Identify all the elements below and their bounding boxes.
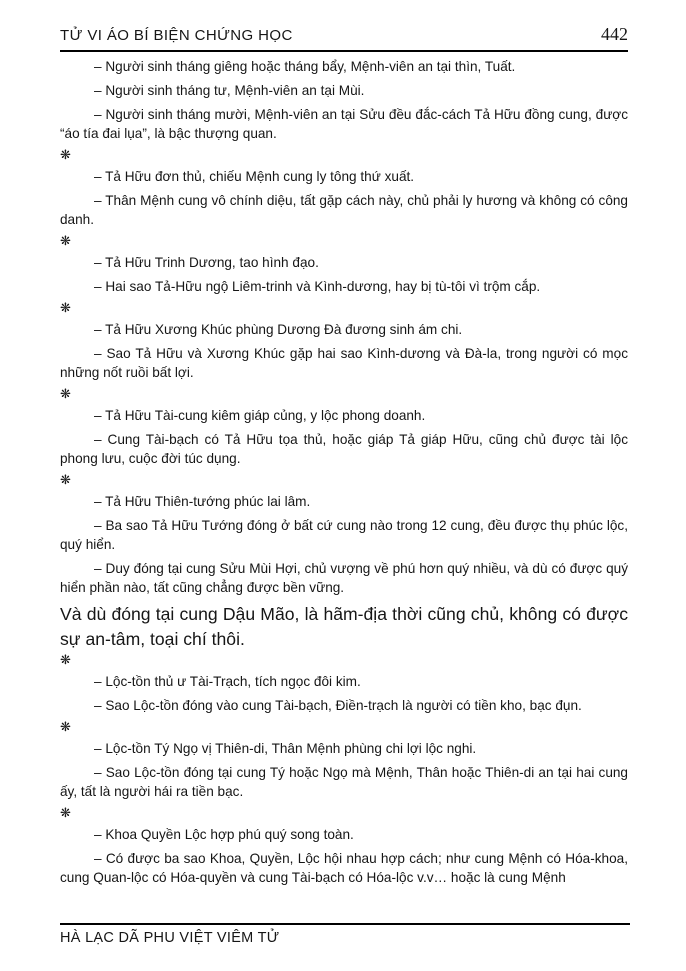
body-paragraph: – Cung Tài-bạch có Tả Hữu tọa thủ, hoặc giáp Tả giáp Hữu, cũng chủ được tài lộc phong lưu, cuộc đời túc dụng. bbox=[60, 432, 628, 466]
emphasis-paragraph: Và dù đóng tại cung Dậu Mão, là hãm-địa thời cũng chủ, không có được sự an-tâm, toại chí thôi. bbox=[60, 604, 628, 649]
section-separator-icon: ❋ bbox=[60, 147, 71, 162]
body-paragraph: – Lộc-tồn Tý Ngọ vị Thiên-di, Thân Mệnh phùng chi lợi lộc nghi. bbox=[94, 741, 477, 756]
page-footer bbox=[60, 923, 630, 947]
section-separator-icon: ❋ bbox=[60, 805, 71, 820]
page-number: 442 bbox=[601, 24, 628, 44]
body-paragraph: – Khoa Quyền Lộc hợp phú quý song toàn. bbox=[94, 827, 354, 842]
body-paragraph: – Sao Lộc-tồn đóng vào cung Tài-bạch, Điền-trạch là người có tiền kho, bạc đụn. bbox=[94, 698, 582, 713]
page-body bbox=[60, 57, 628, 921]
body-paragraph: – Lộc-tồn thủ ư Tài-Trạch, tích ngọc đôi kim. bbox=[94, 674, 361, 689]
body-paragraph: – Tả Hữu Xương Khúc phùng Dương Đà đương sinh ám chi. bbox=[94, 322, 463, 337]
body-paragraph: – Duy đóng tại cung Sửu Mùi Hợi, chủ vượng về phú hơn quý nhiều, và dù có được quý hiển phần nào, tất cũng chẳng được bền vững. bbox=[60, 561, 628, 595]
body-paragraph: – Có được ba sao Khoa, Quyền, Lộc hội nhau hợp cách; như cung Mệnh có Hóa-khoa, cung Quan-lộc có Hóa-quyền và cung Tài-bạch có Hóa-lộc v.v… hoặc là cung Mệnh bbox=[60, 851, 628, 885]
body-paragraph: – Người sinh tháng tư, Mệnh-viên an tại Mùi. bbox=[94, 83, 365, 98]
body-paragraph: – Tả Hữu Thiên-tướng phúc lai lâm. bbox=[94, 494, 311, 509]
book-title: TỬ VI ÁO BÍ BIỆN CHỨNG HỌC bbox=[60, 27, 293, 44]
body-paragraph: – Sao Tả Hữu và Xương Khúc gặp hai sao Kình-dương và Đà-la, trong người có mọc những nốt ruồi bất lợi. bbox=[60, 346, 628, 380]
body-paragraph: – Hai sao Tả-Hữu ngộ Liêm-trinh và Kình-dương, hay bị tù-tôi vì trộm cắp. bbox=[94, 279, 541, 294]
body-paragraph: – Người sinh tháng giêng hoặc tháng bẩy, Mệnh-viên an tại thìn, Tuất. bbox=[94, 59, 516, 74]
page-header bbox=[60, 24, 628, 52]
section-separator-icon: ❋ bbox=[60, 233, 71, 248]
section-separator-icon: ❋ bbox=[60, 386, 71, 401]
section-separator-icon: ❋ bbox=[60, 300, 71, 315]
body-paragraph: – Tả Hữu Tài-cung kiêm giáp củng, y lộc phong doanh. bbox=[94, 408, 426, 423]
section-separator-icon: ❋ bbox=[60, 472, 71, 487]
body-paragraph: – Ba sao Tả Hữu Tướng đóng ở bất cứ cung nào trong 12 cung, đều được thụ phúc lộc, quý hiển. bbox=[60, 518, 628, 552]
body-paragraph: – Sao Lộc-tồn đóng tại cung Tý hoặc Ngọ mà Mệnh, Thân hoặc Thiên-di an tại hai cung ấy, tất là người hái ra tiền bạc. bbox=[60, 765, 628, 799]
section-separator-icon: ❋ bbox=[60, 652, 71, 667]
body-paragraph: – Thân Mệnh cung vô chính diệu, tất gặp cách này, chủ phải ly hương và không có công danh. bbox=[60, 193, 628, 227]
body-paragraph: – Người sinh tháng mười, Mệnh-viên an tại Sửu đều đắc-cách Tả Hữu đồng cung, được “áo tía đai lụa”, là bậc thượng quan. bbox=[60, 107, 628, 141]
footer-author: HÀ LẠC DÃ PHU VIỆT VIÊM TỬ bbox=[60, 930, 280, 946]
section-separator-icon: ❋ bbox=[60, 719, 71, 734]
body-paragraph: – Tả Hữu đơn thủ, chiếu Mệnh cung ly tông thứ xuất. bbox=[94, 169, 415, 184]
body-paragraph: – Tả Hữu Trinh Dương, tao hình đạo. bbox=[94, 255, 319, 270]
